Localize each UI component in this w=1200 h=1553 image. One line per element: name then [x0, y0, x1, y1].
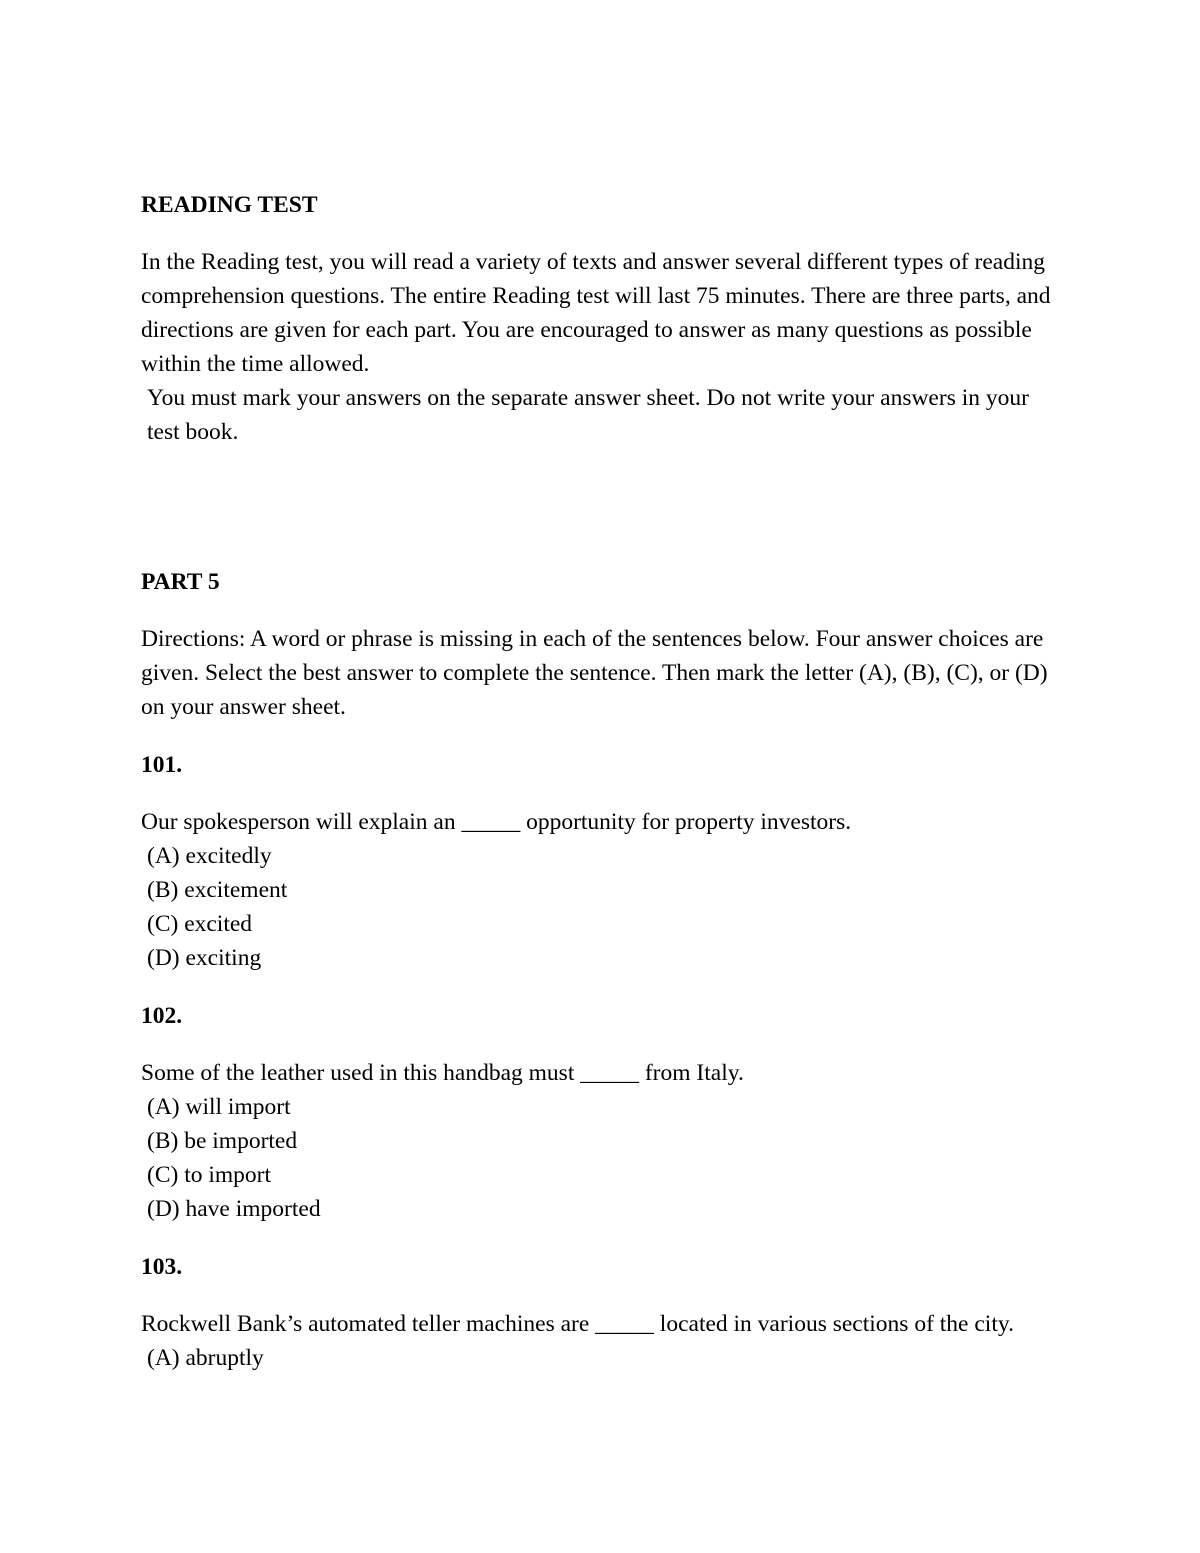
question-number: 103. — [141, 1254, 183, 1280]
answer-option: (A) excitedly — [147, 843, 272, 869]
answer-option: (D) exciting — [147, 945, 262, 971]
answer-option: (B) excitement — [147, 877, 288, 903]
question-text: Rockwell Bank’s automated teller machines are _____ located in various sections of the city. — [141, 1311, 1014, 1337]
document-page — [141, 188, 1066, 1375]
answer-option: (B) be imported — [147, 1128, 298, 1154]
answer-option: (A) abruptly — [147, 1345, 264, 1371]
answer-option: (C) excited — [147, 911, 253, 937]
question-102 — [141, 999, 1066, 1226]
reading-test-title: READING TEST — [141, 192, 318, 218]
question-101 — [141, 748, 1066, 975]
answer-option: (C) to import — [147, 1162, 272, 1188]
part5-directions: Directions: A word or phrase is missing in each of the sentences below. Four answer choices are given. Select the best answer to complete the sentence. Then mark the letter (A), (B), (C), or (D) on your answer sheet. — [141, 626, 1048, 720]
question-text: Our spokesperson will explain an _____ opportunity for property investors. — [141, 809, 852, 835]
question-number: 101. — [141, 752, 183, 778]
part5-title: PART 5 — [141, 569, 220, 595]
reading-instructions-paragraph: You must mark your answers on the separate answer sheet. Do not write your answers in your test book. — [147, 385, 1029, 445]
question-text: Some of the leather used in this handbag must _____ from Italy. — [141, 1060, 744, 1086]
answer-option: (A) will import — [147, 1094, 291, 1120]
reading-intro-paragraph: In the Reading test, you will read a variety of texts and answer several different types of reading comprehension questions. The entire Reading test will last 75 minutes. There are three parts, and directions are given for each part. You are encouraged to answer as many questions as possible within the time allowed. — [141, 249, 1051, 377]
question-number: 102. — [141, 1003, 183, 1029]
question-103 — [141, 1250, 1066, 1375]
answer-option: (D) have imported — [147, 1196, 321, 1222]
